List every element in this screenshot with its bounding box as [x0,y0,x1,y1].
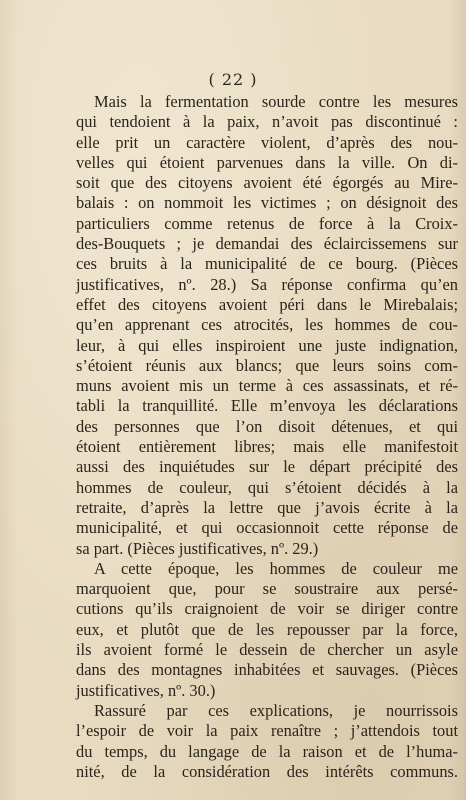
body-text [76,92,458,782]
text-line: ils avoient formé le dessein de chercher un asyle [76,640,458,660]
text-line: eux, et plutôt que de les repousser par la force, [76,619,458,639]
text-line: du temps, du langage de la raison et de l’huma- [76,741,458,761]
text-line: Mais la fermentation sourde contre les mesures [94,92,458,111]
text-line: A cette époque, les hommes de couleur me [94,558,458,578]
text-line: hommes de couleur, qui s’étoient décidés à la [76,477,458,497]
text-line: muns avoient mis un terme à ces assassinats, et ré- [76,376,458,396]
text-line: étoient entièrement libres; mais elle manifestoit [76,437,458,457]
text-line: qu’en apprenant ces atrocités, les hommes de cou- [76,315,458,335]
text-line: nité, de la considération des intérêts communs. [76,761,458,781]
text-line: s’étoient réunis aux blancs; que leurs soins com- [76,355,458,375]
text-line: justificatives, nº. 30.) [76,680,216,700]
text-line: des-Bouquets ; je demandai des éclaircissemens sur [76,234,458,254]
text-line: effet des citoyens avoient péri dans le Mirebalais; [76,294,458,314]
text-line: soit que des citoyens avoient été égorgés au Mire- [76,173,458,193]
text-line: elle prit un caractère violent, d’après des nou- [76,132,458,152]
text-line: justificatives, nº. 28.) Sa réponse confirma qu’en [76,274,458,294]
text-line: particuliers comme retenus de force à la Croix- [76,213,458,233]
text-line: marquoient que, pour se soustraire aux persé- [76,579,458,599]
text-line: aussi des inquiétudes sur le départ précipité des [76,457,458,477]
text-line: velles qui étoient parvenues dans la ville. On di- [76,152,458,172]
text-line: des personnes que l’on disoit détenues, et qui [76,416,458,436]
page-number: ( 22 ) [208,70,258,89]
text-line: ces bruits à la municipalité de ce bourg. (Pièces [76,254,458,274]
text-line: sa part. (Pièces justificatives, nº. 29.) [76,538,319,558]
text-line: tabli la tranquillité. Elle m’envoya les déclarations [76,396,458,416]
text-line: municipalité, et qui occasionnoit cette réponse de [76,518,458,538]
text-line: leur, à qui elles inspiroient une juste indignation, [76,335,458,355]
text-line: qui tendoient à la paix, n’avoit pas discontinué : [76,112,458,132]
text-line: cutions qu’ils craignoient de voir se diriger contre [76,599,458,619]
text-line: l’espoir de voir la paix renaître ; j’attendois tout [76,721,458,741]
text-line: retraite, d’après la lettre que j’avois écrite à la [76,497,458,517]
text-line: dans des montagnes inhabitées et sauvages. (Pièces [76,660,458,680]
text-line: Rassuré par ces explications, je nourrissois [94,700,458,720]
text-line: balais : on nommoit les victimes ; on désignoit des [76,193,458,213]
